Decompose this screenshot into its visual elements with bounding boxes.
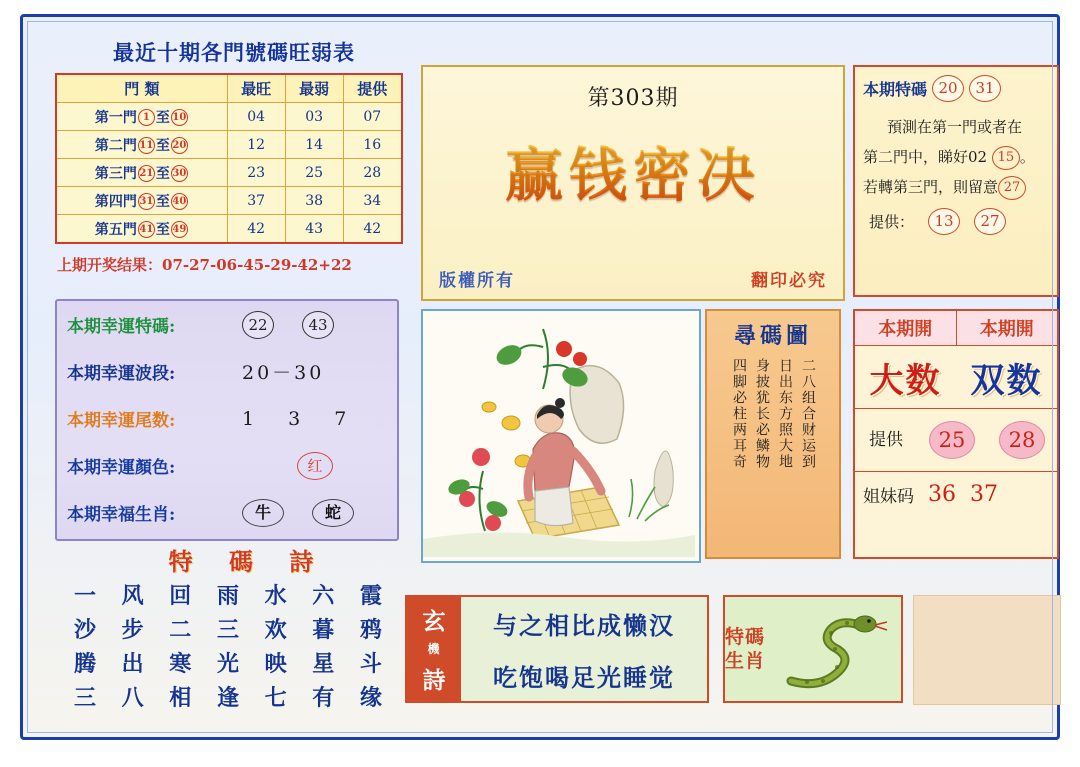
- sister-label: 姐妹码: [863, 486, 914, 507]
- th-gong: 提供: [343, 74, 402, 103]
- lucky-row-boduan: [57, 348, 397, 395]
- headline-banner: [421, 65, 845, 301]
- th-ruo: 最弱: [285, 74, 343, 103]
- kai-word-right: 双数: [970, 360, 1043, 401]
- lucky-label: 本期幸運尾数:: [67, 411, 176, 431]
- snake-illustration: [771, 597, 901, 701]
- tema-header: [863, 75, 1049, 102]
- poem-char: 三: [216, 616, 239, 643]
- poem-char: 相: [169, 684, 192, 711]
- kai-head-left: 本期開: [855, 311, 956, 346]
- tema-line-3-text: 若轉第三門，則留意: [863, 178, 999, 196]
- xuanji-line-2: 吃饱喝足光睡觉: [493, 662, 675, 692]
- poem-char: 回: [169, 582, 192, 609]
- poster-sheet: [20, 14, 1060, 740]
- poem-char: 寒: [169, 650, 192, 677]
- zhi-char: 至: [155, 221, 170, 238]
- poem-char: 水: [264, 582, 287, 609]
- cell-gong: 34: [343, 187, 402, 215]
- poem-char: 暮: [312, 616, 335, 643]
- row-men-label: [56, 159, 227, 187]
- poem-title: 特 碼 詩: [168, 547, 328, 576]
- cell-ruo: 14: [285, 131, 343, 159]
- men-name: 第二門: [94, 137, 137, 154]
- cell-ruo: 03: [285, 103, 343, 131]
- th-wang: 最旺: [227, 74, 285, 103]
- range-to: 49: [171, 221, 188, 238]
- xunma-title: 尋碼圖: [733, 323, 812, 349]
- kai-supply-balls: [917, 421, 1057, 459]
- tema-supply-number: 27: [974, 208, 1006, 235]
- sister-row: [855, 471, 1057, 516]
- cell-gong: 07: [343, 103, 402, 131]
- tema-inline-oval: 27: [998, 176, 1026, 200]
- lucky-label: 本期幸運波段:: [67, 364, 176, 384]
- tema-line-2-end: 。: [1019, 148, 1035, 166]
- range-to: 20: [171, 137, 188, 154]
- headline-text: 赢钱密决: [423, 128, 843, 212]
- tema-supply-label: 提供：: [869, 213, 915, 231]
- poem-char: 斗: [359, 650, 382, 677]
- men-name: 第一門: [94, 109, 137, 126]
- xunma-column: 四脚必柱两耳奇: [731, 358, 747, 470]
- tema-zodiac-panel: [723, 595, 903, 703]
- row-men-label: [56, 103, 227, 131]
- kai-panel: [853, 309, 1059, 559]
- poem-char: 七: [264, 684, 287, 711]
- lucky-wave-value: 20－30: [242, 362, 325, 384]
- tema-line-3: [863, 172, 1049, 202]
- xuanji-char-bottom: 詩: [422, 666, 446, 694]
- tema-body: [863, 112, 1049, 202]
- tema-line-2-text: 第二門中，睇好: [863, 148, 969, 166]
- poem-char: 霞: [359, 582, 382, 609]
- lucky-label: 本期幸運顏色:: [67, 458, 176, 478]
- lucky-ball: 22: [242, 311, 274, 339]
- cell-gong: 16: [343, 131, 402, 159]
- poem-line: [63, 645, 393, 679]
- tema-supply-number: 13: [928, 208, 960, 235]
- wangruo-table: [55, 73, 403, 244]
- poem-char: 六: [312, 582, 335, 609]
- kai-supply-number: 28: [999, 421, 1045, 459]
- lucky-color-value: 红: [297, 452, 333, 480]
- illustration-panel: [421, 309, 701, 563]
- tema-zodiac-label: 特碼生肖: [725, 626, 766, 672]
- issue-number: 第303期: [587, 86, 679, 111]
- poem-char: 腾: [73, 650, 96, 677]
- cell-gong: 28: [343, 159, 402, 187]
- zhi-char: 至: [155, 137, 170, 154]
- xuanji-side-label: [407, 597, 461, 701]
- lucky-zodiac: 蛇: [312, 499, 354, 527]
- poem-line: [63, 679, 393, 713]
- poem-char: 出: [121, 650, 144, 677]
- tema-number: 20: [932, 75, 964, 102]
- cell-wang: 23: [227, 159, 285, 187]
- table-row: [56, 215, 402, 244]
- poem-line: [63, 577, 393, 611]
- lucky-row-zodiac: [57, 489, 397, 536]
- xunma-column: 日出东方照大地: [777, 358, 793, 470]
- lucky-label: 本期幸福生肖:: [67, 505, 176, 525]
- copyright-left: 版權所有: [439, 271, 515, 291]
- xunma-panel: [705, 309, 841, 559]
- xuanji-line-1: 与之相比成懒汉: [493, 610, 675, 640]
- poem-char: 沙: [73, 616, 96, 643]
- range-from: 41: [138, 221, 155, 238]
- poem-char: 二: [169, 616, 192, 643]
- poem-char: 光: [216, 650, 239, 677]
- poem-char: 风: [121, 582, 144, 609]
- poem-char: 有: [312, 684, 335, 711]
- lucky-panel: [55, 299, 399, 541]
- row-men-label: [56, 187, 227, 215]
- poem-line: [63, 611, 393, 645]
- men-name: 第四門: [94, 193, 137, 210]
- cell-ruo: 43: [285, 215, 343, 244]
- cell-wang: 37: [227, 187, 285, 215]
- xuanji-char-mid: 機: [427, 642, 441, 657]
- poem-char: 雨: [216, 582, 239, 609]
- table-title: 最近十期各門號碼旺弱表: [113, 40, 355, 65]
- tema-header-label: 本期特碼: [863, 80, 928, 99]
- poem-char: 鸦: [359, 616, 382, 643]
- row-men-label: [56, 215, 227, 244]
- tema-line-1: 預測在第一門或者在: [887, 118, 1023, 136]
- range-from: 11: [138, 137, 155, 154]
- snake-icon: [771, 597, 901, 701]
- poem-grid: [63, 577, 393, 713]
- lucky-zodiac: 牛: [242, 499, 284, 527]
- cell-gong: 42: [343, 215, 402, 244]
- poem-char: 欢: [264, 616, 287, 643]
- farmer-illustration: [423, 311, 695, 557]
- poem-char: 三: [73, 684, 96, 711]
- kai-words: [855, 346, 1057, 408]
- cell-wang: 42: [227, 215, 285, 244]
- banner-footer: [423, 266, 843, 291]
- xunma-column: 二八组合财运到: [800, 358, 816, 470]
- zhi-char: 至: [155, 165, 170, 182]
- cell-ruo: 38: [285, 187, 343, 215]
- range-to: 10: [171, 109, 188, 126]
- tema-inline-oval: 15: [992, 146, 1020, 170]
- tema-line-2: [863, 142, 1049, 172]
- cell-wang: 04: [227, 103, 285, 131]
- tema-supply-row: [863, 208, 1049, 235]
- poem-char: 一: [73, 582, 96, 609]
- kai-word-left: 大数: [869, 360, 942, 401]
- lucky-row-color: [57, 442, 397, 489]
- poem-char: 映: [264, 650, 287, 677]
- previous-result: 上期开奖结果：07-27-06-45-29-42+22: [57, 256, 352, 274]
- tema-number: 31: [969, 75, 1001, 102]
- kai-supply-row: [855, 408, 1057, 471]
- tema-inline-number: 02: [968, 148, 988, 166]
- range-to: 40: [171, 193, 188, 210]
- lucky-row-weishu: [57, 395, 397, 442]
- table-row: [56, 187, 402, 215]
- range-from: 21: [138, 165, 155, 182]
- kai-supply-number: 25: [929, 421, 975, 459]
- range-from: 1: [138, 109, 155, 126]
- tema-forecast-panel: [853, 65, 1059, 297]
- table-row: [56, 103, 402, 131]
- men-name: 第五門: [94, 221, 137, 238]
- xuanji-lines: [461, 597, 707, 701]
- zhi-char: 至: [155, 193, 170, 210]
- kai-supply-label: 提供: [869, 430, 903, 450]
- sister-number: 36: [928, 481, 956, 507]
- poem-char: 逢: [216, 684, 239, 711]
- th-men: 門 類: [56, 74, 227, 103]
- men-name: 第三門: [94, 165, 137, 182]
- xunma-columns: [707, 358, 839, 470]
- poem-char: 星: [312, 650, 335, 677]
- xuanji-poem-panel: [405, 595, 709, 703]
- lucky-row-tema: [57, 301, 397, 348]
- copyright-right: 翻印必究: [751, 271, 827, 291]
- poem-char: 八: [121, 684, 144, 711]
- cell-wang: 12: [227, 131, 285, 159]
- range-from: 31: [138, 193, 155, 210]
- wangruo-table-panel: [55, 37, 407, 287]
- row-men-label: [56, 131, 227, 159]
- range-to: 30: [171, 165, 188, 182]
- zhi-char: 至: [155, 109, 170, 126]
- lucky-ball: 43: [302, 311, 334, 339]
- table-row: [56, 159, 402, 187]
- poem-char: 步: [121, 616, 144, 643]
- sister-number: 37: [970, 481, 998, 507]
- cell-ruo: 25: [285, 159, 343, 187]
- lucky-tail-value: 1 3 7: [242, 407, 361, 430]
- poem-char: 缘: [359, 684, 382, 711]
- kai-head-right: 本期開: [956, 311, 1058, 346]
- kai-headers: [855, 311, 1057, 346]
- table-row: [56, 131, 402, 159]
- xuanji-char-top: 玄: [422, 608, 446, 636]
- table-header-row: [56, 74, 402, 103]
- blank-decor-panel: [913, 595, 1061, 705]
- lucky-label: 本期幸運特碼:: [67, 317, 176, 337]
- xunma-column: 身披犹长必鳞物: [754, 358, 770, 470]
